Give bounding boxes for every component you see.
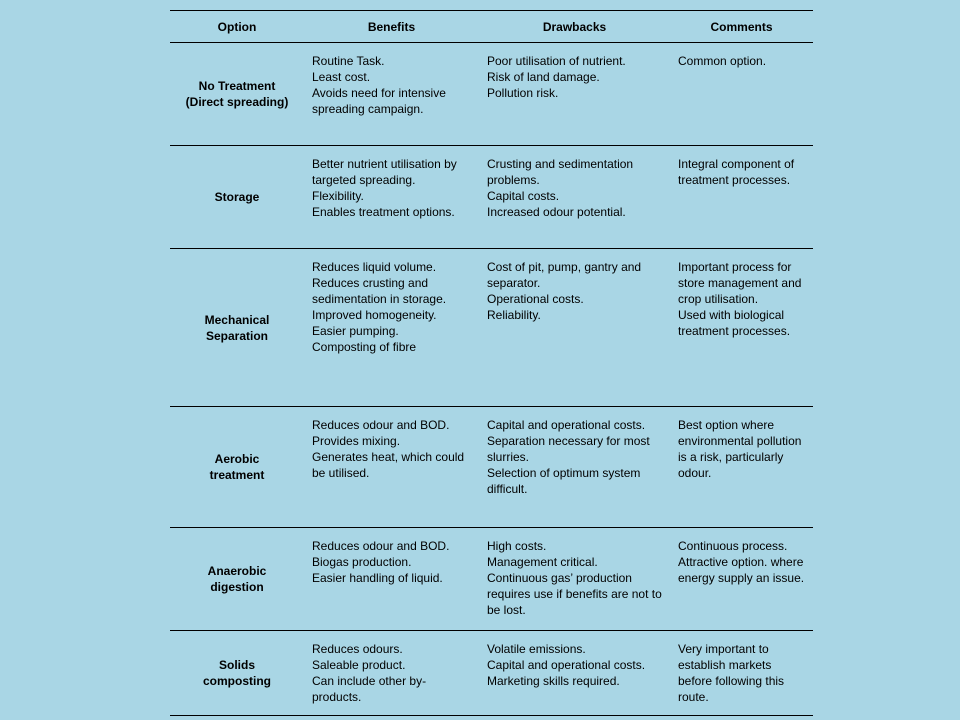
drawbacks-line: Increased odour potential. [487, 205, 626, 219]
benefits-cell [304, 407, 479, 528]
drawbacks-line: Crusting and sedimentation problems. [487, 157, 634, 187]
comments-line: Very important to establish markets before following this route. [678, 642, 785, 704]
drawbacks-line: Volatile emissions. [487, 642, 586, 656]
benefits-line: Easier handling of liquid. [312, 571, 443, 585]
benefits-line: Improved homogeneity. [312, 308, 437, 322]
comments-line: Important process for store management and crop utilisation. [678, 260, 802, 306]
drawbacks-line: Selection of optimum system difficult. [487, 466, 641, 496]
table-row [170, 631, 813, 716]
benefits-line: Routine Task. [312, 54, 385, 68]
benefits-cell [304, 43, 479, 146]
drawbacks-cell [479, 407, 670, 528]
option-line: Storage [214, 190, 260, 204]
comments-line: Best option where environmental pollution is a risk, particularly odour. [678, 418, 802, 480]
benefits-cell [304, 528, 479, 631]
drawbacks-line: Capital and operational costs. [487, 658, 646, 672]
table-row [170, 407, 813, 528]
comments-cell [670, 43, 813, 146]
option-cell [170, 631, 304, 716]
drawbacks-line: Risk of land damage. [487, 70, 600, 84]
benefits-line: Easier pumping. [312, 324, 399, 338]
drawbacks-line: Pollution risk. [487, 86, 559, 100]
benefits-line: Saleable product. [312, 658, 406, 672]
header-drawbacks: Drawbacks [479, 11, 670, 43]
option-line: Separation [205, 328, 268, 343]
comments-line: Attractive option. where energy supply an issue. [678, 555, 805, 585]
option-line: composting [203, 674, 271, 688]
benefits-line: Composting of fibre [312, 340, 417, 354]
drawbacks-cell [479, 146, 670, 249]
drawbacks-line: Operational costs. [487, 292, 584, 306]
option-line: digestion [210, 580, 264, 594]
header-comments: Comments [670, 11, 813, 43]
option-cell [170, 146, 304, 249]
benefits-line: Flexibility. [312, 189, 364, 203]
comments-cell [670, 407, 813, 528]
drawbacks-cell [479, 631, 670, 716]
option-line: Aerobic [214, 452, 260, 466]
table-row [170, 43, 813, 146]
benefits-line: Reduces liquid volume. [312, 260, 437, 274]
benefits-line: Reduces odours. [312, 642, 403, 656]
drawbacks-line: Capital costs. [487, 189, 560, 203]
option-line: Anaerobic [207, 564, 267, 578]
option-line: treatment [209, 468, 265, 482]
benefits-line: Better nutrient utilisation by targeted spreading. [312, 157, 457, 187]
benefits-line: Generates heat, which could be utilised. [312, 450, 465, 480]
table-row [170, 249, 813, 407]
drawbacks-line: Capital and operational costs. [487, 418, 646, 432]
benefits-line: Provides mixing. [312, 434, 401, 448]
benefits-line: Can include other by-products. [312, 674, 427, 704]
header-benefits: Benefits [304, 11, 479, 43]
drawbacks-cell [479, 249, 670, 407]
header-option: Option [170, 11, 304, 43]
drawbacks-line: Reliability. [487, 308, 541, 322]
drawbacks-line: Poor utilisation of nutrient. [487, 54, 626, 68]
benefits-cell [304, 631, 479, 716]
comments-cell [670, 146, 813, 249]
comments-line: Common option. [678, 54, 767, 68]
drawbacks-line: Cost of pit, pump, gantry and separator. [487, 260, 642, 290]
comments-line: Integral component of treatment processes. [678, 157, 795, 187]
drawbacks-line: High costs. [487, 539, 547, 553]
benefits-line: Enables treatment options. [312, 205, 455, 219]
table-header-row [170, 11, 813, 43]
benefits-line: Avoids need for intensive spreading campaign. [312, 86, 446, 116]
drawbacks-cell [479, 43, 670, 146]
benefits-cell [304, 249, 479, 407]
benefits-line: Least cost. [312, 70, 371, 84]
option-line: Mechanical [204, 312, 270, 327]
benefits-line: Reduces crusting and sedimentation in storage. [312, 276, 447, 306]
comments-line: Used with biological treatment processes. [678, 308, 791, 338]
comments-cell [670, 528, 813, 631]
table-body [170, 43, 813, 716]
comments-cell [670, 631, 813, 716]
drawbacks-line: Continuous gas’ production requires use if benefits are not to be lost. [487, 571, 662, 617]
table-row [170, 528, 813, 631]
benefits-cell [304, 146, 479, 249]
comments-cell [670, 249, 813, 407]
drawbacks-cell [479, 528, 670, 631]
benefits-line: Reduces odour and BOD. [312, 418, 450, 432]
benefits-line: Reduces odour and BOD. [312, 539, 450, 553]
option-line: Solids [218, 658, 255, 672]
option-line: No Treatment [198, 79, 276, 93]
option-cell [170, 249, 304, 407]
table-row [170, 146, 813, 249]
drawbacks-line: Marketing skills required. [487, 674, 620, 688]
option-cell [170, 407, 304, 528]
comments-line: Continuous process. [678, 539, 788, 553]
drawbacks-line: Management critical. [487, 555, 598, 569]
option-cell [170, 528, 304, 631]
benefits-line: Biogas production. [312, 555, 412, 569]
treatment-options-table [170, 10, 813, 716]
drawbacks-line: Separation necessary for most slurries. [487, 434, 650, 464]
option-line: (Direct spreading) [185, 95, 289, 109]
option-cell [170, 43, 304, 146]
